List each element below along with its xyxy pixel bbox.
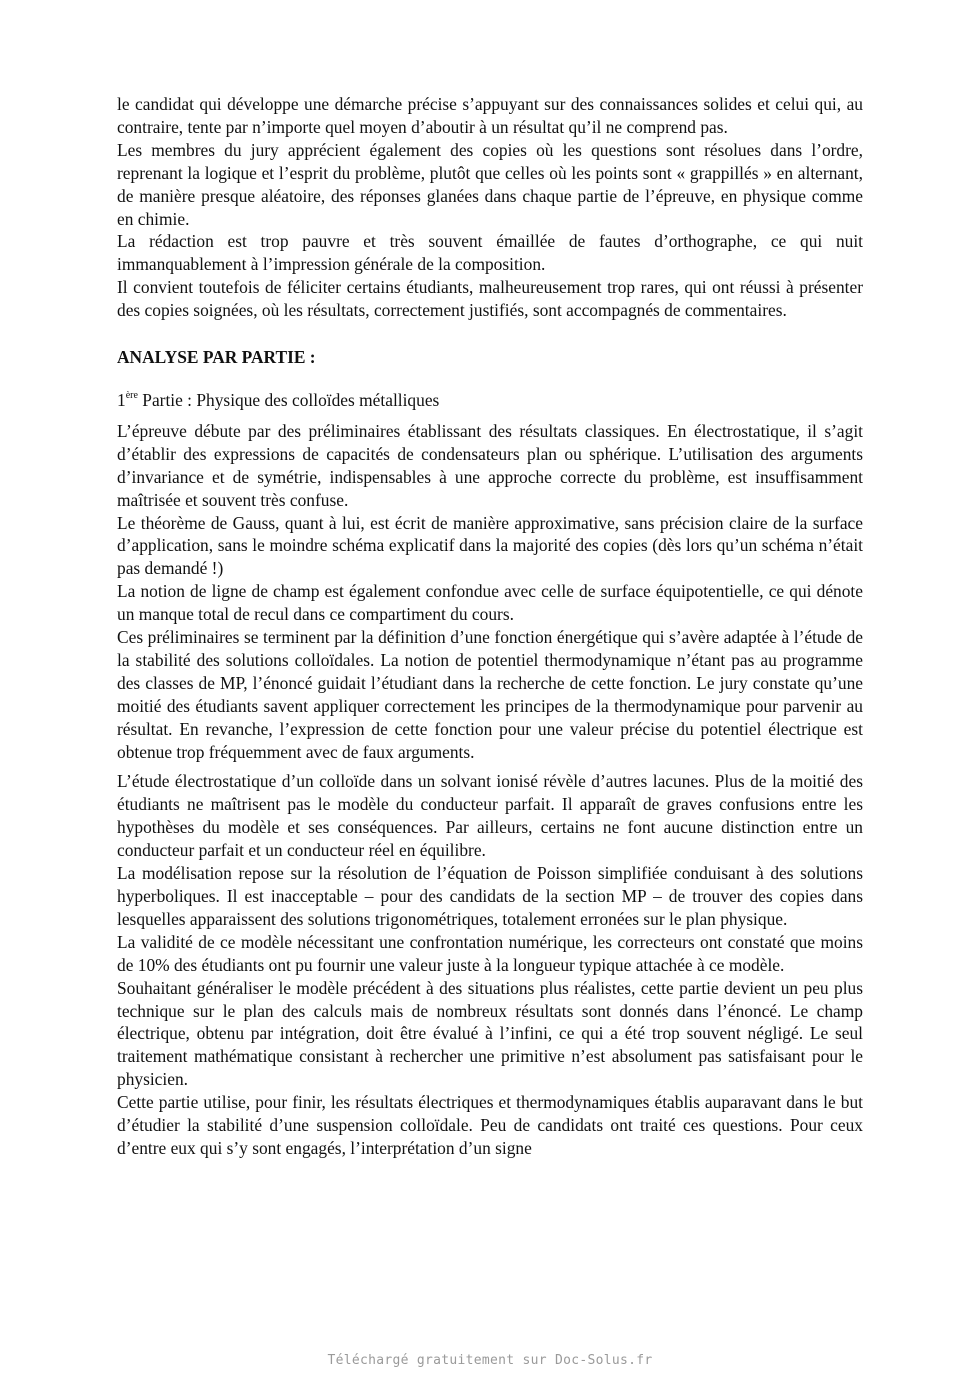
part-number: 1 bbox=[117, 389, 126, 410]
block1-paragraph-1: L’épreuve débute par des préliminaires établissant des résultats classiques. En électrostatique, il s’agit d’établir des expressions de capacités de condensateurs plan ou sphérique. L’utilisation des arguments d’invariance et de symétrie, indispensables à une approche correcte du problème, est insuffisamment maîtrisée et souvent très confuse. bbox=[117, 420, 863, 510]
block1-paragraph-3: La notion de ligne de champ est également confondue avec celle de surface équipotentielle, ce qui dénote un manque total de recul dans ce compartiment du cours. bbox=[117, 581, 863, 625]
intro-paragraph-2: Les membres du jury apprécient également des copies où les questions sont résolues dans l’ordre, reprenant la logique et l’esprit du problème, plutôt que celles où les points sont « grappillés » en alternant, de manière presque aléatoire, des réponses glanées dans chaque partie de l’épreuve, en physique comme en chimie. bbox=[117, 139, 863, 229]
document-body bbox=[117, 93, 863, 1160]
intro-paragraph-1: le candidat qui développe une démarche précise s’appuyant sur des connaissances solides et celui qui, au contraire, tente par n’importe quel moyen d’aboutir à un résultat qu’il ne comprend pas. bbox=[117, 94, 863, 137]
part-heading bbox=[117, 389, 863, 412]
part-title: Partie : Physique des colloïdes métalliques bbox=[137, 389, 440, 410]
section-heading: ANALYSE PAR PARTIE : bbox=[117, 347, 316, 368]
block2-paragraph-4: Souhaitant généraliser le modèle précédent à des situations plus réalistes, cette partie devient un peu plus technique sur le plan des calculs mais de nombreux résultats sont donnés dans l’énoncé. Le champ électrique, obtenu par intégration, doit être évalué à l’infini, ce qui a été trop souvent négligé. Le seul traitement mathématique consistant à rechercher une primitive n’est absolument pas satisfaisant pour le physicien. bbox=[117, 977, 863, 1090]
intro-paragraph-3: La rédaction est trop pauvre et très souvent émaillée de fautes d’orthographe, ce qui nuit immanquablement à l’impression générale de la composition. bbox=[117, 231, 863, 275]
part-ordinal-superscript: ère bbox=[125, 390, 138, 402]
download-footer: Téléchargé gratuitement sur Doc-Solus.fr bbox=[327, 1353, 653, 1368]
block2-paragraph-3: La validité de ce modèle nécessitant une confrontation numérique, les correcteurs ont constaté que moins de 10% des étudiants ont pu fournir une valeur juste à la longueur typique attachée à ce modèle. bbox=[117, 931, 863, 975]
block2-paragraph-2: La modélisation repose sur la résolution de l’équation de Poisson simplifiée conduisant à des solutions hyperboliques. Il est inacceptable – pour des candidats de la section MP – de trouver des copies dans lesquelles apparaissent des solutions trigonométriques, totalement erronées sur le plan physique. bbox=[117, 863, 863, 929]
block2-paragraph-5: Cette partie utilise, pour finir, les résultats électriques et thermodynamiques établis auparavant dans le but d’étudier la stabilité d’une suspension colloïdale. Peu de candidats ont traité ces questions. Pour ceux d’entre eux qui s’y sont engagés, l’interprétation d’un signe bbox=[117, 1092, 863, 1158]
block2-paragraph-1: L’étude électrostatique d’un colloïde dans un solvant ionisé révèle d’autres lacunes. Plus de la moitié des étudiants ne maîtrisent pas le modèle du conducteur parfait. Il apparaît de graves confusions entre les hypothèses du modèle et ses conséquences. Par ailleurs, certains ne font aucune distinction entre un conducteur parfait et un conducteur réel en équilibre. bbox=[117, 771, 863, 861]
block1-paragraph-4: Ces préliminaires se terminent par la définition d’une fonction énergétique qui s’avère adaptée à l’étude de la stabilité des solutions colloïdales. La notion de potentiel thermodynamique n’étant pas au programme des classes de MP, l’énoncé guidait l’étudiant dans la recherche de cette fonction. Le jury constate qu’une moitié des étudiants savent appliquer correctement les principes de la thermodynamique pour parvenir au résultat. En revanche, l’expression de cette fonction pour une valeur précise du potentiel électrique est obtenue trop fréquemment avec de faux arguments. bbox=[117, 627, 863, 762]
intro-paragraph-4: Il convient toutefois de féliciter certains étudiants, malheureusement trop rares, qui ont réussi à présenter des copies soignées, où les résultats, correctement justifiés, sont accompagnés de commentaires. bbox=[117, 277, 863, 321]
block1-paragraph-2: Le théorème de Gauss, quant à lui, est écrit de manière approximative, sans précision claire de la surface d’application, sans le moindre schéma explicatif dans la majorité des copies (dès lors qu’un schéma n’était pas demandé !) bbox=[117, 512, 863, 579]
